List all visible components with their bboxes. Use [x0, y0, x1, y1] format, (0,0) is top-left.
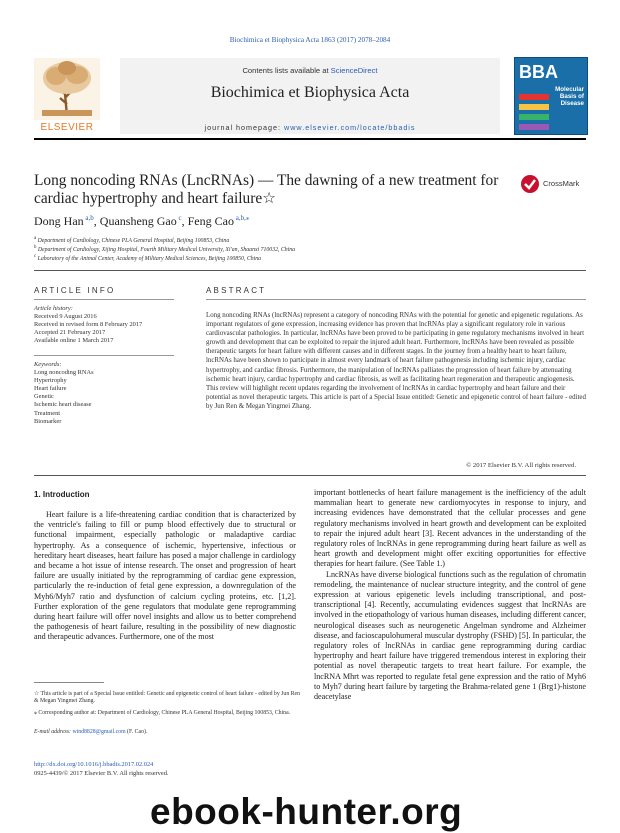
footnote-email	[34, 729, 304, 736]
homepage-link[interactable]: www.elsevier.com/locate/bbadis	[284, 123, 416, 132]
intro-left-column	[34, 510, 296, 643]
article-title: Long noncoding RNAs (LncRNAs) — The dawning of a new treatment for cardiac hypertrophy and heart failure☆	[34, 172, 499, 207]
keyword-item: Treatment	[34, 409, 61, 417]
history-item: Available online 1 March 2017	[34, 337, 114, 345]
abstract-heading: ABSTRACT	[206, 286, 267, 295]
copyright: © 2017 Elsevier B.V. All rights reserved.	[466, 462, 576, 469]
affiliation-item	[34, 245, 295, 253]
intro-paragraph: LncRNAs have diverse biological functions such as the regulation of chromatin remodeling, the maintenance of nuclear structure integrity, and the control of gene expression at various epigenetic levels including transcriptional, and post-transcriptional [4]. Recently, accumulating evidences suggest that lncRNAs are involved in the etiopathology of various human diseases, including different cancer, neurological diseases such as neurogenetic Angelman syndrome and Alzheimer disease, and facioscapulohumeral muscular dystrophy (FSHD) [5]. In particular, the regulatory roles of lncRNAs in cardiac gene reprogramming during cardiac hypertrophy and heart failure have triggered tremendous interest in exploring their potential as novel therapeutic targets to treat heart failure. For example, the lncRNA Mhrt was reported to regulate fetal gene expression and the ratio of Myh6 to Myh7 during heart failure by targeting the Brahma-related gene 1 (Brg1)-histone deacetylase	[314, 569, 586, 702]
affiliation-text: Department of Cardiology, Chinese PLA General Hospital, Beijing 100853, China	[36, 237, 230, 244]
running-head[interactable]: Biochimica et Biophysica Acta 1863 (2017) 2078–2084	[229, 36, 391, 44]
abstract-rule	[206, 299, 586, 300]
footnote-corresponding: ⁎ Corresponding author at: Department of Cardiology, Chinese PLA General Hospital, Beijing 100853, China.	[34, 710, 291, 716]
keywords	[34, 361, 194, 426]
contents-line	[120, 66, 500, 75]
intro-right-column	[314, 488, 586, 702]
doi-link[interactable]: http://dx.doi.org/10.1016/j.bbadis.2017.02.024	[34, 761, 154, 768]
footnote-rule	[34, 682, 104, 683]
intro-heading: 1. Introduction	[34, 490, 90, 499]
affiliation-rule	[34, 270, 586, 271]
keywords-rule	[34, 355, 174, 356]
affiliation-item	[34, 254, 261, 262]
keyword-item: Genetic	[34, 393, 54, 401]
affiliation-label: c	[34, 254, 37, 259]
email-link[interactable]: wind8828@gmail.com	[72, 729, 126, 735]
history-item: Received in revised form 8 February 2017	[34, 321, 143, 329]
article-info-heading: ARTICLE INFO	[34, 286, 116, 295]
affiliation-text: Laboratory of the Animal Center, Academy of Military Medical Sciences, Beijing 100850, China	[36, 255, 262, 262]
crossmark-label: CrossMark	[543, 179, 580, 188]
author-affil-ref[interactable]: c	[176, 214, 182, 222]
email-label: E-mail address:	[34, 729, 73, 735]
sciencedirect-link[interactable]: ScienceDirect	[330, 66, 378, 75]
author-affil-ref[interactable]: a,b	[83, 214, 94, 222]
author-list: Dong Han $^{a,b}$, Quansheng Gao $^c$, Feng Cao $^{a,b,⁎}$	[34, 214, 250, 228]
bba-cover-image	[514, 57, 588, 135]
article-info-rule	[34, 299, 174, 300]
cover-subtitle: Molecular Basis of Disease	[555, 86, 584, 107]
author-affil-ref[interactable]: a,b,⁎	[233, 214, 250, 222]
affiliation-item	[34, 236, 229, 244]
history-item: Received 9 August 2016	[34, 313, 97, 321]
cover-strip-green	[519, 114, 549, 120]
history-item: Accepted 21 February 2017	[34, 329, 106, 337]
affiliation-label: b	[34, 245, 37, 250]
watermark: ebook-hunter.org	[150, 791, 463, 832]
homepage-prefix: journal homepage:	[204, 123, 285, 132]
body-rule	[34, 475, 586, 476]
affiliation-label: a	[34, 236, 37, 241]
keywords-label: Keywords:	[34, 361, 62, 368]
cover-strip-purple	[519, 124, 549, 130]
keyword-item: Hypertrophy	[34, 377, 67, 385]
article-history	[34, 305, 194, 345]
email-suffix: (F. Cao).	[125, 729, 148, 735]
keyword-item: Ischemic heart disease	[34, 401, 92, 409]
crossmark-button[interactable]	[520, 174, 580, 194]
intro-paragraph: important bottlenecks of heart failure management is the inefficiency of the adult mammalian heart to generate new cardiomyocytes in response to injury, and increasing evidences have demonstrated that the cellular processes and gene regulatory mechanisms involved in heart growth and development can be exploited to repair the injured adult heart [3]. Recent advances in the understanding of the regulatory roles of lncRNAs in gene reprogramming during heart failure as well as heart growth and development might offer exciting opportunities for effective therapies for heart failure. (See Table 1.)	[314, 488, 586, 569]
footnote-special-issue: ☆ This article is part of a Special Issue entitled: Genetic and epigenetic control of heart failure - edited by Jun Ren & Megan Yingmei Zhang.	[34, 691, 301, 705]
author-name[interactable]: Quansheng Gao	[99, 214, 177, 228]
history-label: Article history:	[34, 305, 73, 312]
publisher-name: ELSEVIER	[40, 122, 94, 133]
keyword-item: Heart failure	[34, 385, 67, 393]
cover-title: BBA	[519, 62, 558, 82]
abstract-text: Long noncoding RNAs (lncRNAs) represent a category of noncoding RNAs with the potential for genetic and epigenetic regulations. As important regulators of gene expression, increasing evidence has proven that lncRNAs play a significant regulatory role in various cardiovascular pathologies. In particular, lncRNAs have been proved to be participating in gene regulatory mechanisms involved in heart growth and development that can be exploited to repair the injured adult heart. Furthermore, lncRNAs have been revealed as possible therapeutic targets for heart failure with different causes and in different stages. In the journey from a healthy heart to heart failure, lncRNAs have been shown to participate in almost every landmark of heart failure pathogenesis including ischemic injury, cardiac hypertrophy, and cardiac fibrosis. Furthermore, the manipulation of lncRNAs palliates the progression of heart failure by attenuating ischemic heart injury, cardiac hypertrophy and cardiac fibrosis, as well as facilitating heart regeneration and therapeutic angiogenesis. This review will highlight recent updates regarding the involvement of lncRNAs in cardiac hypertrophy and heart failure and their potential as novel therapeutic targets. This article is part of a Special Issue entitled: Genetic and epigenetic control of heart failure - edited by Jun Ren & Megan Yingmei Zhang.	[206, 312, 586, 410]
affiliation-text: Department of Cardiology, Xijing Hospital, Fourth Military Medical University, Xi'an, Shaanxi 710032, China	[36, 246, 296, 253]
crossmark-icon	[520, 174, 540, 194]
issn-line: 0925-4439/© 2017 Elsevier B.V. All rights reserved.	[34, 770, 169, 777]
cover-strip-yellow	[519, 104, 549, 110]
author-name[interactable]: Feng Cao	[187, 214, 234, 228]
keyword-item: Biomarker	[34, 417, 62, 425]
journal-title: Biochimica et Biophysica Acta	[210, 84, 410, 101]
cover-strip-red	[519, 94, 549, 100]
homepage-line	[120, 123, 500, 132]
header-rule	[34, 138, 586, 140]
keyword-item: Long noncoding RNAs	[34, 369, 94, 377]
author-name[interactable]: Dong Han	[34, 214, 84, 228]
intro-paragraph: Heart failure is a life-threatening cardiac condition that is characterized by the ventricle's failing to fill or pump blood effectively due to structural or functional impairment, especially pathologic or maladaptive cardiac hypertrophy. As a consequence of ischemic, hypertensive, infectious or hereditary heart diseases, heart failure has posed a major challenge in cardiology and became a hot issue of intense research. The onset and progression of heart failure are usually initiated by the reprogramming of cardiac gene expression, particularly the re-induction of fetal gene expression, a downregulation of the Myh6/Myh7 ratio and dysfunction of calcium cycling proteins, etc. [1,2]. Further exploration of the gene regulators that modulate gene reprogramming during heart failure will offer novel insights and allow us to better comprehend the pathogenesis of heart failure, resulting in the possibility of new diagnostic and therapeutic advances. Furthermore, one of the most	[34, 510, 296, 642]
contents-prefix: Contents lists available at	[242, 66, 331, 75]
